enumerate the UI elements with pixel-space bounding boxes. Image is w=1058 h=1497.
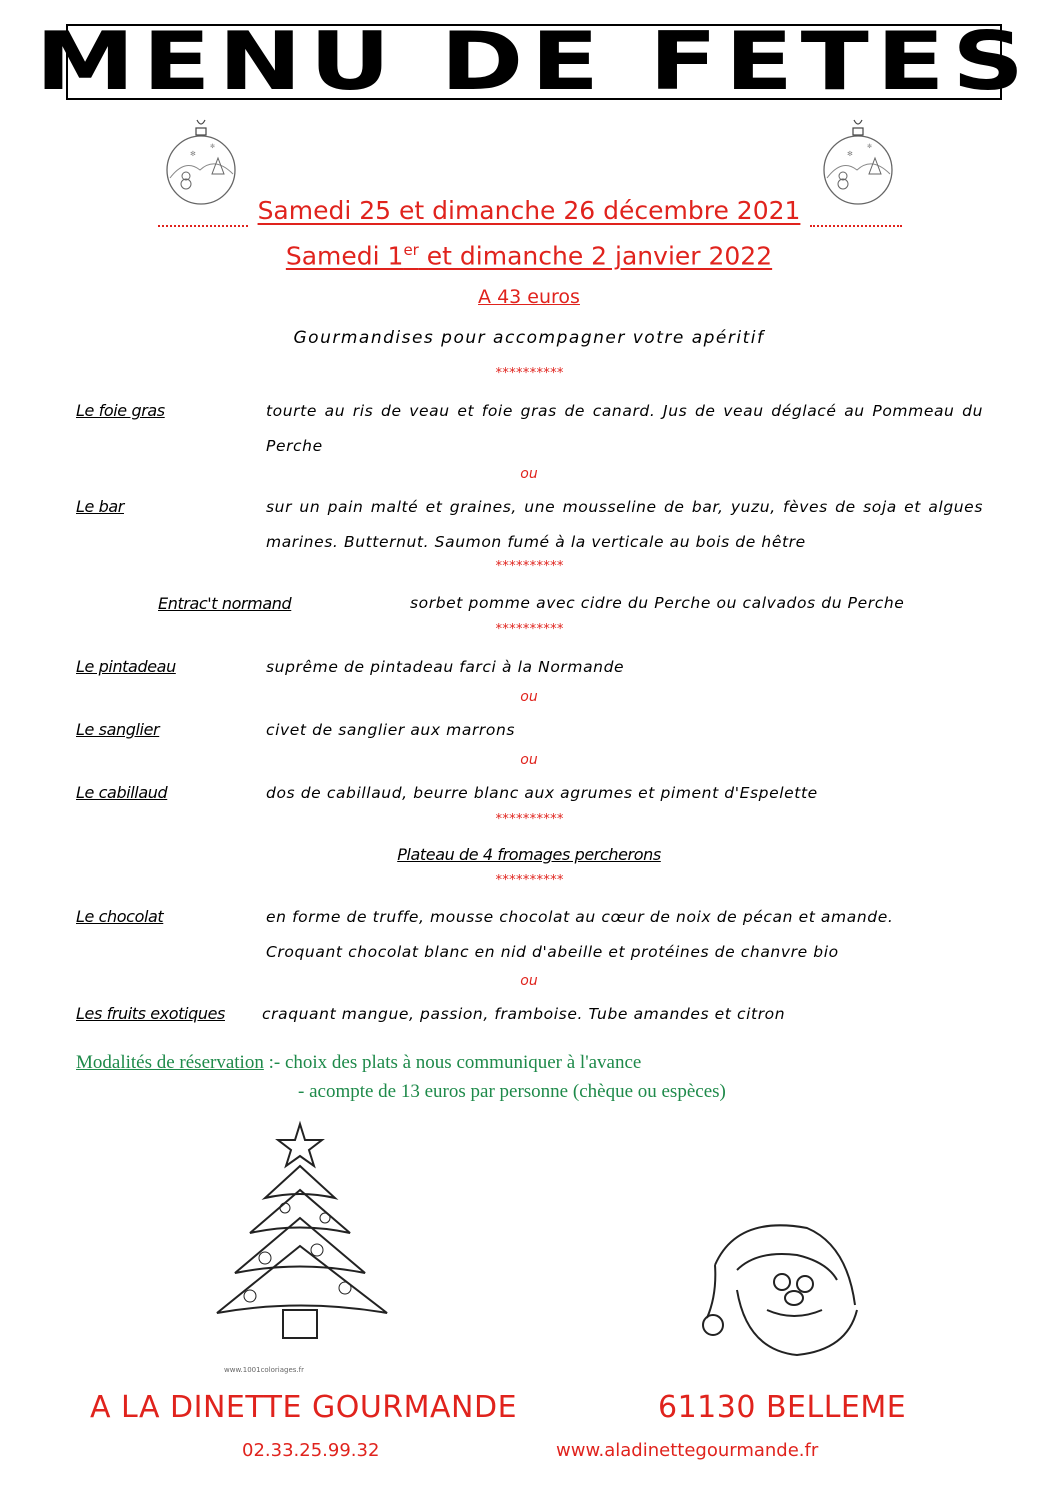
desc-chocolat-2: Croquant chocolat blanc en nid d'abeille et protéines de chanvre bio: [266, 943, 839, 961]
menu-title: MENU DE FETES: [35, 15, 1033, 108]
svg-text:✻: ✻: [847, 150, 853, 158]
dates-line-2: Samedi 1er et dimanche 2 janvier 2022: [285, 241, 773, 271]
course-sanglier: Le sanglier: [76, 720, 160, 739]
desc-foie-gras-2: Perche: [266, 437, 323, 455]
restaurant-name: A LA DINETTE GOURMANDE: [90, 1390, 518, 1425]
restaurant-city: 61130 BELLEME: [658, 1390, 907, 1425]
desc-entracte: sorbet pomme avec cidre du Perche ou calvados du Perche: [410, 594, 905, 612]
svg-text:✻: ✻: [190, 150, 196, 158]
dotted-rule-left: [158, 225, 248, 227]
santa-icon: [697, 1210, 872, 1360]
image-credit: www.1001coloriages.fr: [224, 1366, 305, 1374]
desc-pintadeau: suprême de pintadeau farci à la Normande: [266, 658, 625, 676]
reservation-label: Modalités de réservation: [76, 1052, 264, 1073]
desc-bar-1: sur un pain malté et graines, une mousseline de bar, yuzu, fèves de soja et algues: [266, 498, 983, 516]
phone-number: 02.33.25.99.32: [242, 1440, 380, 1461]
desc-cabillaud: dos de cabillaud, beurre blanc aux agrumes et piment d'Espelette: [266, 784, 818, 802]
svg-text:✻: ✻: [210, 143, 216, 150]
course-pintadeau: Le pintadeau: [76, 657, 176, 676]
svg-text:✻: ✻: [867, 143, 873, 150]
course-entracte: Entrac't normand: [158, 594, 292, 613]
dates-line-1: Samedi 25 et dimanche 26 décembre 2021: [257, 196, 801, 225]
desc-fruits: craquant mangue, passion, framboise. Tube amandes et citron: [262, 1005, 786, 1023]
website-link[interactable]: www.aladinettegourmande.fr: [556, 1440, 819, 1461]
course-fruits: Les fruits exotiques: [76, 1004, 225, 1023]
course-cabillaud: Le cabillaud: [76, 783, 168, 802]
course-chocolat: Le chocolat: [76, 907, 164, 926]
or-label: ou: [520, 973, 538, 989]
or-label: ou: [520, 466, 538, 482]
reservation-line-1: Modalités de réservation :- choix des plats à nous communiquer à l'avance: [76, 1052, 642, 1073]
course-foie-gras: Le foie gras: [76, 401, 165, 420]
or-label: ou: [520, 689, 538, 705]
christmas-tree-icon: [205, 1118, 415, 1353]
desc-bar-2: marines. Butternut. Saumon fumé à la verticale au bois de hêtre: [266, 533, 806, 551]
aperitif-line: Gourmandises pour accompagner votre apéritif: [293, 328, 765, 348]
separator: **********: [494, 873, 564, 888]
course-fromages: Plateau de 4 fromages percherons: [397, 845, 661, 864]
separator: **********: [494, 622, 564, 637]
reservation-line-2: - acompte de 13 euros par personne (chèque ou espèces): [298, 1081, 726, 1102]
desc-foie-gras-1: tourte au ris de veau et foie gras de canard. Jus de veau déglacé au Pommeau du: [266, 402, 983, 420]
or-label: ou: [520, 752, 538, 768]
separator: **********: [494, 812, 564, 827]
dotted-rule-right: [810, 225, 902, 227]
price: A 43 euros: [478, 286, 580, 308]
desc-sanglier: civet de sanglier aux marrons: [266, 721, 516, 739]
separator: **********: [494, 366, 564, 381]
course-bar: Le bar: [76, 497, 124, 516]
desc-chocolat-1: en forme de truffe, mousse chocolat au cœur de noix de pécan et amande.: [266, 908, 894, 926]
separator: **********: [494, 559, 564, 574]
